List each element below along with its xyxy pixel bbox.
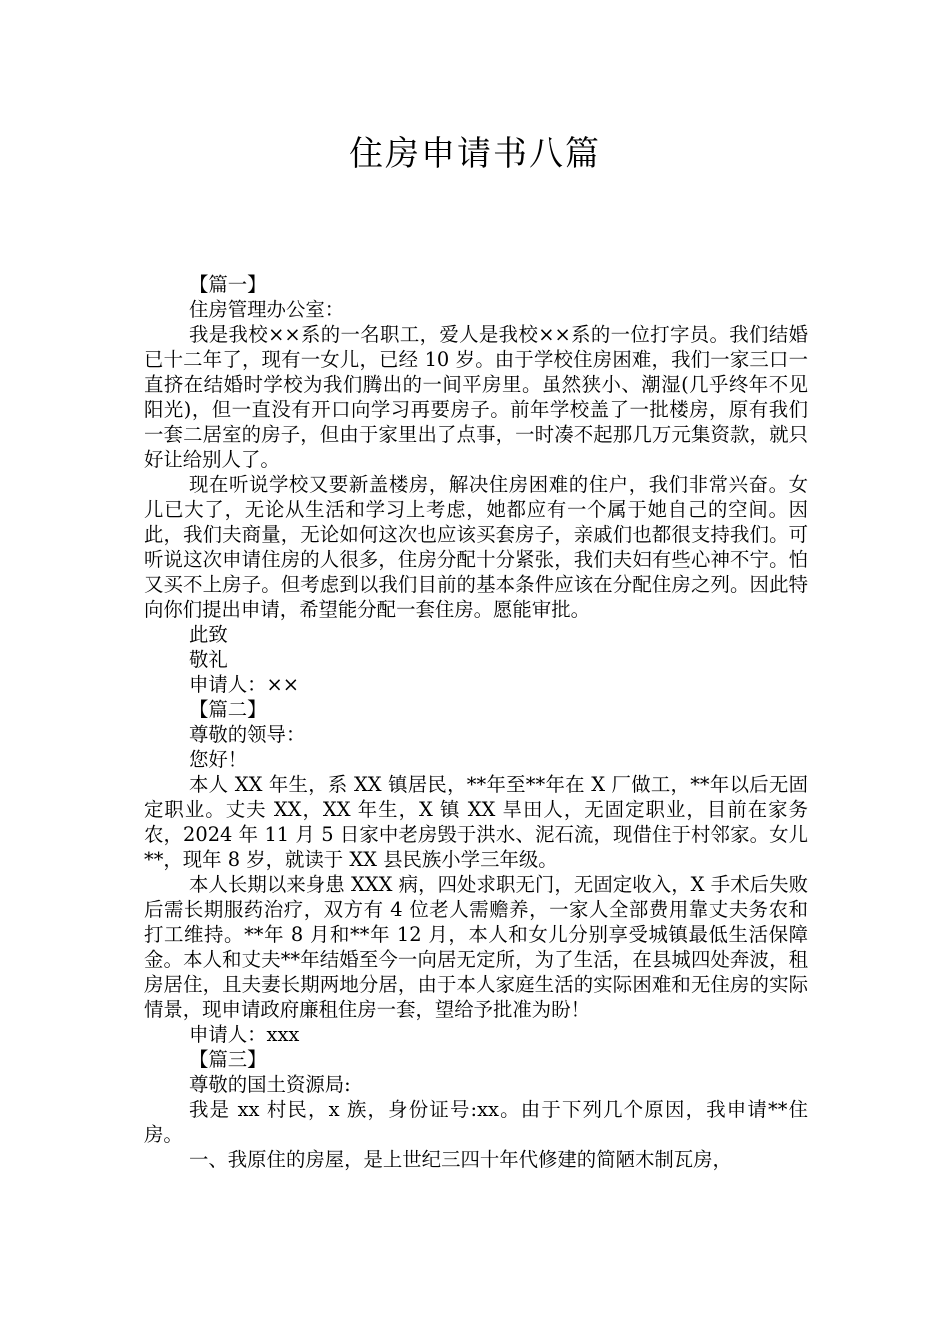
closing-salute: 敬礼 <box>189 648 228 671</box>
paragraph: 我是我校××系的一名职工，爱人是我校××系的一位打字员。我们结婚已十二年了，现有一女儿，已经 10 岁。由于学校住房困难，我们一家三口一直挤在结婚时学校为我们腾出的一间平房里。虽然狭小、潮湿(几乎终年不见阳光)，但一直没有开口向学习再要房子。前年学校盖了一批楼房，原有我们一套二居室的房子，但由于家里出了点事，一时凑不起那几万元集资款，就只好让给别人了。 <box>144 323 808 471</box>
salutation-2: 尊敬的领导： <box>189 723 306 746</box>
section-heading-3: 【篇三】 <box>189 1048 267 1071</box>
paragraph: 本人长期以来身患 XXX 病，四处求职无门，无固定收入，X 手术后失败后需长期服药治疗，双方有 4 位老人需赡养，一家人全部费用靠丈夫务农和打工维持。**年 8 月和**年 12 月，本人和女儿分别享受城镇最低生活保障金。本人和丈夫**年结婚至今一向居无定所，为了生活，在县城四处奔波，租房居住，且夫妻长期两地分居，由于本人家庭生活的实际困难和无住房的实际情景，现申请政府廉租住房一套，望给予批准为盼！ <box>144 873 808 1021</box>
paragraph: 我是 xx 村民，x 族，身份证号:xx。由于下列几个原因，我申请**住房。 <box>144 1098 808 1146</box>
greeting: 您好！ <box>189 748 248 771</box>
paragraph: 现在听说学校又要新盖楼房，解决住房困难的住户，我们非常兴奋。女儿已大了，无论从生活和学习上考虑，她都应有一个属于她自己的空间。因此，我们夫商量，无论如何这次也应该买套房子，亲戚们也都很支持我们。可听说这次申请住房的人很多，住房分配十分紧张，我们夫妇有些心神不宁。怕又买不上房子。但考虑到以我们目前的基本条件应该在分配住房之列。因此特向你们提出申请，希望能分配一套住房。愿能审批。 <box>144 473 808 621</box>
salutation-1: 住房管理办公室： <box>189 298 345 321</box>
section-heading-2: 【篇二】 <box>189 698 267 721</box>
signature-2: 申请人：xxx <box>189 1023 300 1046</box>
paragraph: 一、我原住的房屋，是上世纪三四十年代修建的简陋木制瓦房， <box>189 1148 732 1171</box>
closing-phrase: 此致 <box>189 623 228 646</box>
section-heading-1: 【篇一】 <box>189 273 267 296</box>
signature-1: 申请人：×× <box>189 673 300 696</box>
document-body <box>144 272 808 1172</box>
paragraph: 本人 XX 年生，系 XX 镇居民，**年至**年在 X 厂做工，**年以后无固定职业。丈夫 XX，XX 年生，X 镇 XX 旱田人，无固定职业，目前在家务农，2024 年 11 月 5 日家中老房毁于洪水、泥石流，现借住于村邻家。女儿**，现年 8 岁，就读于 XX 县民族小学三年级。 <box>144 773 808 871</box>
salutation-3: 尊敬的国土资源局: <box>189 1073 351 1096</box>
document-title: 住房申请书八篇 <box>349 134 601 174</box>
